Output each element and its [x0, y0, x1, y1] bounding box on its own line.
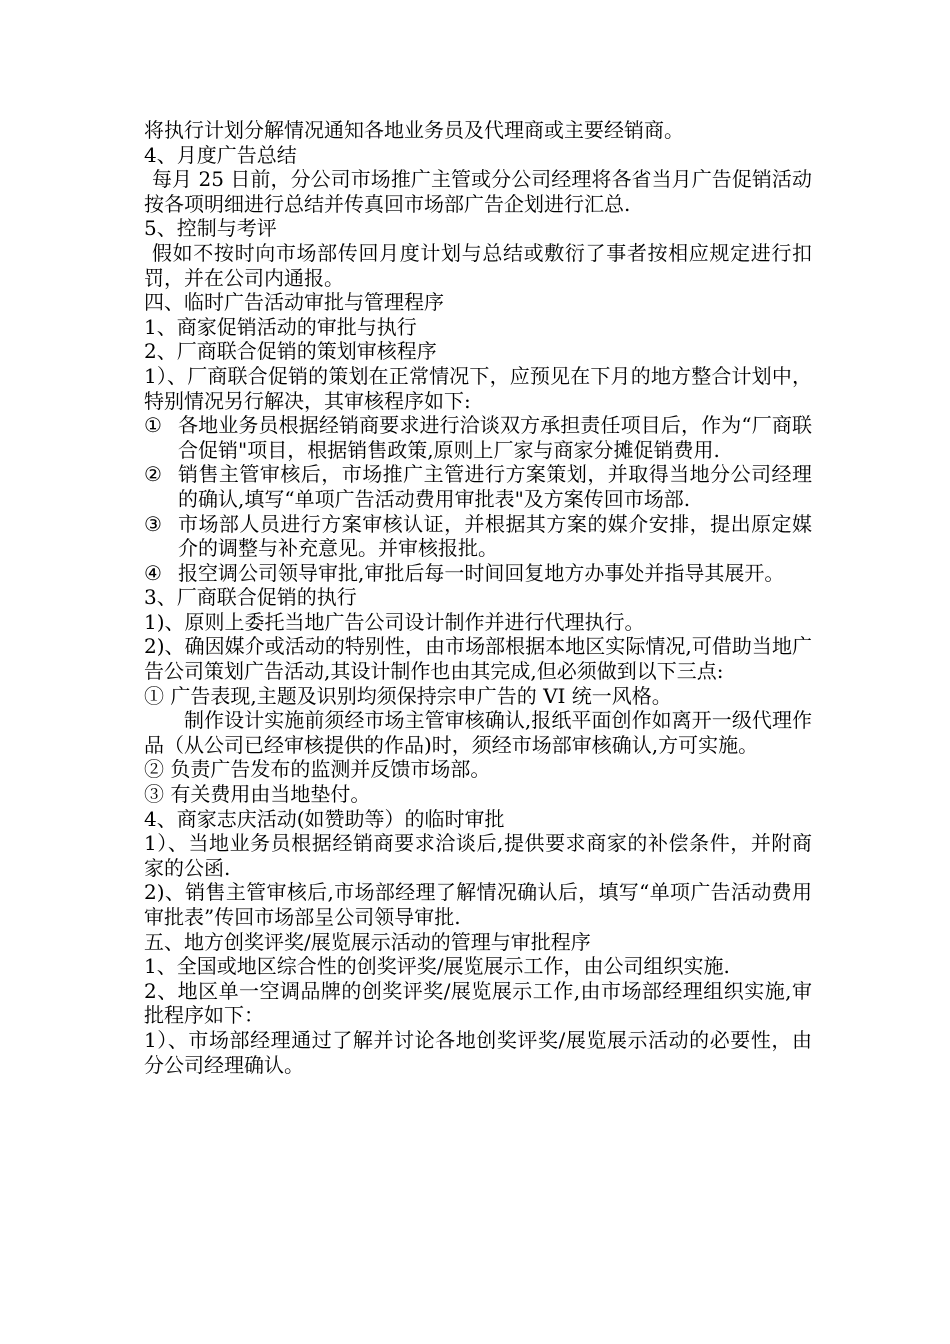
paragraph: 将执行计划分解情况通知各地业务员及代理商或主要经销商。 — [144, 118, 684, 142]
paragraph: 1）、当地业务员根据经销商要求洽谈后,提供要求商家的补偿条件，并附商家的公函. — [144, 831, 812, 880]
section-heading: 1、商家促销活动的审批与执行 — [144, 314, 417, 339]
paragraph: 每月 25 日前，分公司市场推广主管或分公司经理将各省当月广告促销活动按各项明细进行总结并传真回市场部广告企划进行汇总. — [144, 167, 812, 216]
section-heading: 4、商家志庆活动(如赞助等）的临时审批 — [144, 806, 505, 831]
paragraph: 2、地区单一空调品牌的创奖评奖/展览展示工作,由市场部经理组织实施,审批程序如下： — [144, 978, 812, 1028]
paragraph: 1、全国或地区综合性的创奖评奖/展览展示工作，由公司组织实施. — [144, 954, 730, 979]
paragraph: 制作设计实施前须经市场主管审核确认,报纸平面创作如离开一级代理作品（从公司已经审核提供的作品)时，须经市场部审核确认,方可实施。 — [144, 708, 812, 757]
paragraph: ③ 有关费用由当地垫付。 — [144, 782, 371, 807]
document-body — [144, 118, 812, 1077]
list-item — [144, 462, 812, 511]
paragraph: ② 负责广告发布的监测并反馈市场部。 — [144, 757, 491, 782]
list-item — [144, 561, 812, 586]
list-marker: ② — [144, 462, 162, 487]
paragraph: 假如不按时向市场部传回月度计划与总结或敷衍了事者按相应规定进行扣罚，并在公司内通报。 — [144, 240, 812, 290]
list-item-text: 报空调公司领导审批,审批后每一时间回复地方办事处并指导其展开。 — [178, 560, 785, 585]
section-heading: 4、月度广告总结 — [144, 142, 297, 167]
list-item — [144, 512, 812, 561]
list-marker: ④ — [144, 560, 162, 585]
paragraph: 1)、原则上委托当地广告公司设计制作并进行代理执行。 — [144, 609, 645, 634]
paragraph: ① 广告表现,主题及识别均须保持宗申广告的 VI 统一风格。 — [144, 683, 672, 708]
paragraph: 2)、确因媒介或活动的特别性，由市场部根据本地区实际情况,可借助当地广告公司策划广告活动,其设计制作也由其完成,但必须做到以下三点: — [144, 634, 812, 684]
list-item-text: 各地业务员根据经销商要求进行洽谈双方承担责任项目后，作为“厂商联合促销"项目，根据销售政策,原则上厂家与商家分摊促销费用. — [178, 413, 812, 462]
section-heading: 四、临时广告活动审批与管理程序 — [144, 290, 444, 315]
paragraph: 1）、市场部经理通过了解并讨论各地创奖评奖/展览展示活动的必要性，由分公司经理确认。 — [144, 1027, 812, 1077]
section-heading: 五、地方创奖评奖/展览展示活动的管理与审批程序 — [144, 929, 591, 954]
list-item — [144, 413, 812, 462]
section-heading: 5、控制与考评 — [144, 216, 277, 241]
list-item-text: 销售主管审核后，市场推广主管进行方案策划，并取得当地分公司经理的确认,填写“单项广告活动费用审批表"及方案传回市场部. — [178, 462, 812, 511]
list-marker: ① — [144, 413, 162, 438]
section-heading: 2、厂商联合促销的策划审核程序 — [144, 339, 437, 364]
list-marker: ③ — [144, 511, 162, 536]
section-heading: 3、厂商联合促销的执行 — [144, 585, 357, 610]
paragraph: 2)、销售主管审核后,市场部经理了解情况确认后，填写“单项广告活动费用审批表”传回市场部呈公司领导审批. — [144, 880, 812, 929]
paragraph: 1）、厂商联合促销的策划在正常情况下，应预见在下月的地方整合计划中，特别情况另行解决，其审核程序如下: — [144, 363, 812, 413]
list-item-text: 市场部人员进行方案审核认证，并根据其方案的媒介安排，提出原定媒介的调整与补充意见。并审核报批。 — [178, 511, 812, 561]
